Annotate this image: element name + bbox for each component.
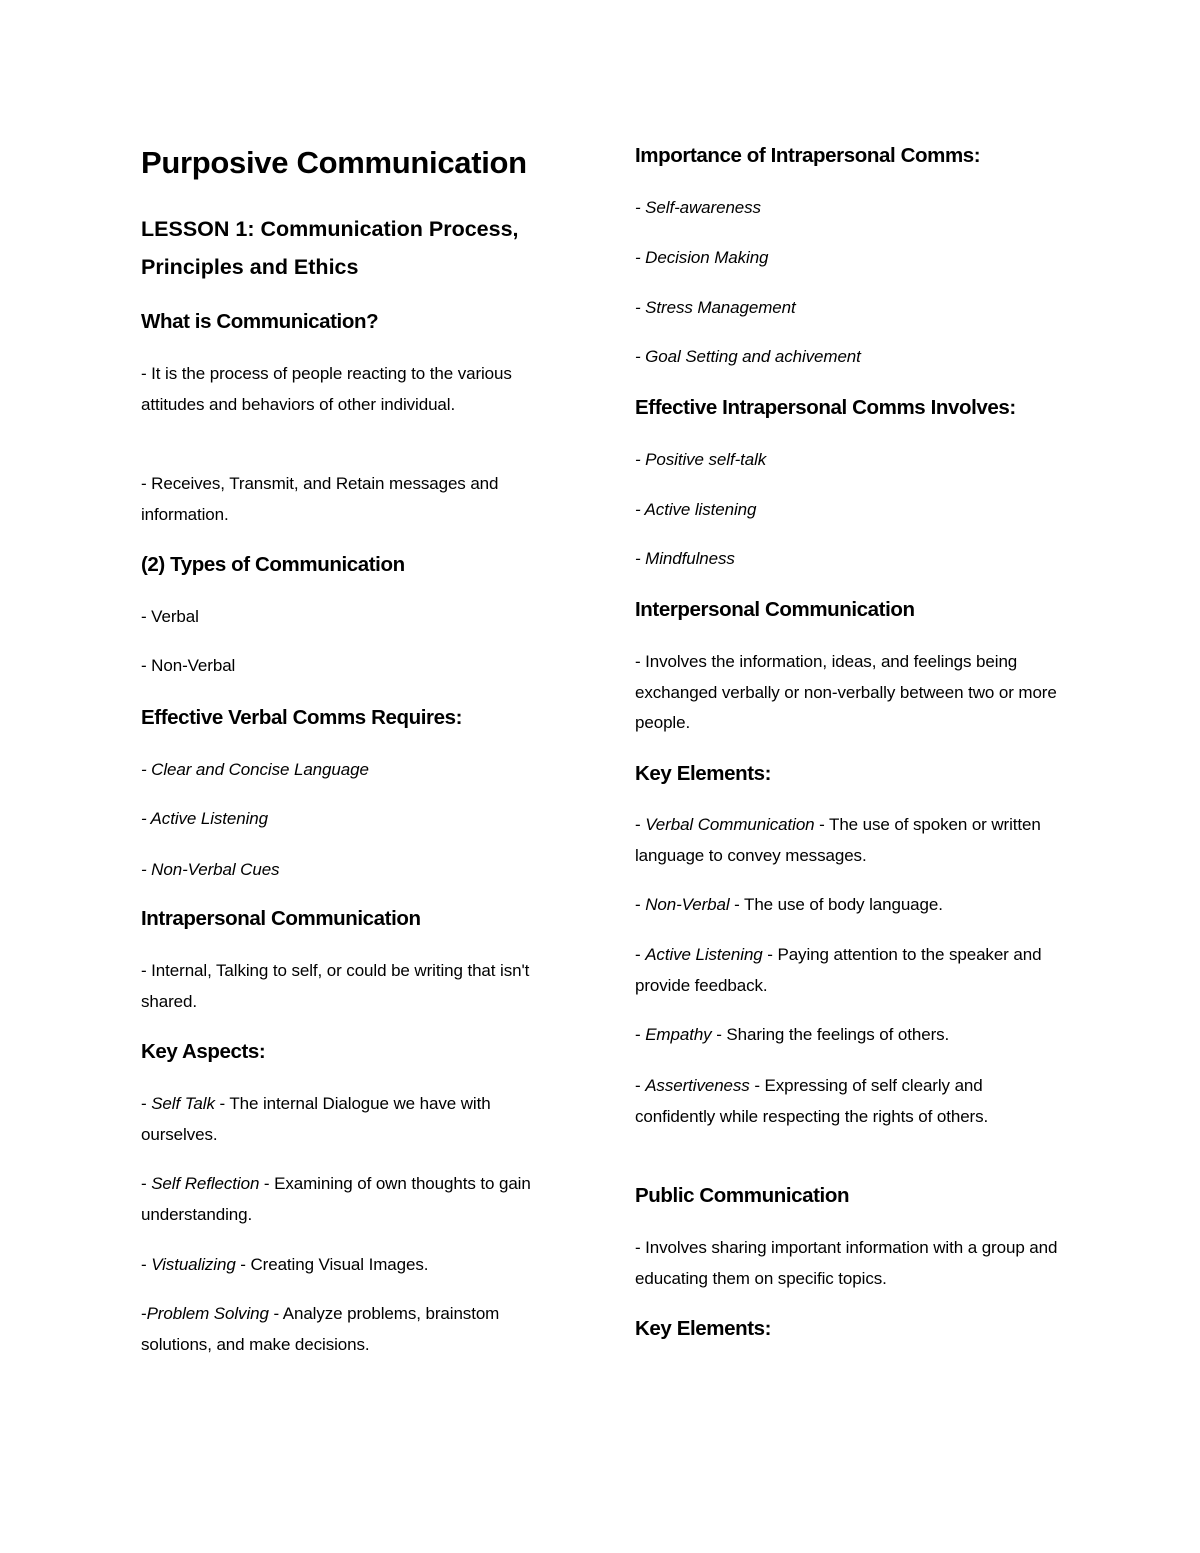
element-description: - Sharing the feelings of others. [711, 1025, 950, 1044]
lesson-heading: LESSON 1: Communication Process, Principles and Ethics [141, 217, 519, 279]
what-is-heading: What is Communication? [141, 310, 379, 333]
element-term: Verbal Communication [645, 815, 815, 834]
aspect-term: Self Talk [151, 1094, 215, 1113]
key-element-active-listening [635, 940, 1065, 1001]
element-prefix: - [635, 1076, 646, 1095]
element-description: - The use of body language. [729, 895, 943, 914]
what-is-point-1: - It is the process of people reacting to the various attitudes and behaviors of other individual. [141, 364, 512, 414]
key-aspect-self-talk [141, 1089, 571, 1150]
key-element-non-verbal [635, 890, 1065, 921]
effective-intrapersonal-item-2: - Active listening [635, 500, 757, 519]
public-key-elements-heading: Key Elements: [635, 1317, 772, 1340]
aspect-description: - Analyze problems, brainstom solutions, and make decisions. [141, 1304, 500, 1354]
key-aspect-self-reflection [141, 1169, 571, 1230]
aspect-description: - The internal Dialogue we have with ourselves. [141, 1094, 491, 1144]
importance-item-3: - Stress Management [635, 298, 796, 317]
importance-item-4: - Goal Setting and achivement [635, 347, 861, 366]
key-aspect-vistualizing [141, 1250, 571, 1281]
types-item-non-verbal: - Non-Verbal [141, 656, 236, 675]
intrapersonal-description: - Internal, Talking to self, or could be writing that isn't shared. [141, 961, 530, 1011]
verbal-requires-item-1: - Clear and Concise Language [141, 760, 369, 779]
verbal-requires-item-2: - Active Listening [141, 809, 269, 828]
public-communication-heading: Public Communication [635, 1184, 850, 1207]
aspect-prefix: - [141, 1174, 152, 1193]
aspect-description: - Examining of own thoughts to gain understanding. [141, 1174, 531, 1224]
element-term: Active Listening [645, 945, 763, 964]
aspect-description: - Creating Visual Images. [235, 1255, 429, 1274]
key-element-empathy [635, 1020, 1065, 1051]
document-title: Purposive Communication [141, 145, 527, 180]
element-prefix: - [635, 945, 646, 964]
aspect-term: Problem Solving [146, 1304, 269, 1323]
key-aspect-problem-solving [141, 1299, 571, 1360]
intrapersonal-heading: Intrapersonal Communication [141, 907, 421, 930]
element-prefix: - [635, 1025, 646, 1044]
key-aspects-heading: Key Aspects: [141, 1040, 266, 1063]
element-term: Empathy [645, 1025, 712, 1044]
key-element-assertiveness [635, 1071, 1065, 1132]
types-heading: (2) Types of Communication [141, 553, 405, 576]
interpersonal-description: - Involves the information, ideas, and feelings being exchanged verbally or non-verbally between two or more people. [635, 652, 1057, 732]
effective-intrapersonal-item-1: - Positive self-talk [635, 450, 767, 469]
importance-heading: Importance of Intrapersonal Comms: [635, 144, 981, 167]
importance-item-2: - Decision Making [635, 248, 769, 267]
verbal-requires-item-3: - Non-Verbal Cues [141, 860, 280, 879]
key-elements-heading: Key Elements: [635, 762, 772, 785]
key-element-verbal-communication [635, 810, 1065, 871]
aspect-prefix: - [141, 1255, 152, 1274]
verbal-requires-heading: Effective Verbal Comms Requires: [141, 706, 463, 729]
element-term: Non-Verbal [645, 895, 730, 914]
public-communication-description: - Involves sharing important information with a group and educating them on specific topics. [635, 1238, 1058, 1288]
what-is-point-2: - Receives, Transmit, and Retain messages and information. [141, 474, 499, 524]
element-description: - Paying attention to the speaker and provide feedback. [635, 945, 1042, 995]
element-description: - The use of spoken or written language to convey messages. [635, 815, 1041, 865]
aspect-term: Vistualizing [151, 1255, 236, 1274]
aspect-prefix: - [141, 1094, 152, 1113]
element-description: - Expressing of self clearly and confidently while respecting the rights of others. [635, 1076, 989, 1126]
element-prefix: - [635, 815, 646, 834]
element-prefix: - [635, 895, 646, 914]
effective-intrapersonal-item-3: - Mindfulness [635, 549, 735, 568]
effective-intrapersonal-heading: Effective Intrapersonal Comms Involves: [635, 396, 1016, 419]
aspect-term: Self Reflection [151, 1174, 260, 1193]
element-term: Assertiveness [645, 1076, 750, 1095]
interpersonal-heading: Interpersonal Communication [635, 598, 915, 621]
importance-item-1: - Self-awareness [635, 198, 761, 217]
aspect-prefix: - [141, 1304, 147, 1323]
types-item-verbal: - Verbal [141, 607, 199, 626]
